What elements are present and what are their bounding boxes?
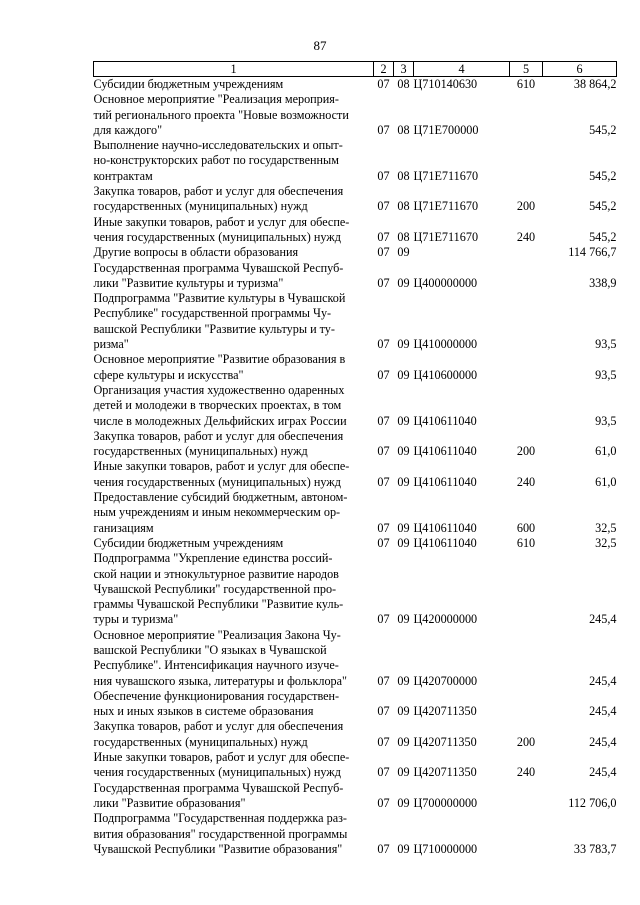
row-target-article: Ц410611040 [413, 413, 477, 428]
row-section: 07 [377, 122, 390, 137]
row-subsection: 09 [397, 337, 410, 352]
row-target-article: Ц420000000 [413, 612, 478, 627]
row-section: 07 [377, 77, 390, 91]
row-subsection: 09 [397, 275, 410, 290]
row-name: Подпрограмма "Государственная поддержка раз- вития образования" государственной программы Чувашской Республики "Развитие образования" [93, 811, 348, 856]
table-row [94, 811, 617, 857]
row-expense-type: 610 [516, 535, 536, 550]
row-subsection: 09 [397, 734, 410, 749]
row-section: 07 [377, 612, 390, 627]
row-name: Обеспечение функционирования государствен- ных и иных языков в системе образования [93, 688, 340, 719]
row-target-article: Ц420711350 [413, 765, 477, 780]
table-row [94, 77, 617, 93]
row-name: Подпрограмма "Развитие культуры в Чувашской Республике" государственной программы Чу- вашской Республики "Развитие культуры и ту- ризма" [93, 291, 346, 352]
row-subsection: 09 [397, 474, 410, 489]
row-amount: 61,0 [595, 444, 617, 459]
row-section: 07 [377, 474, 390, 489]
row-section: 07 [377, 168, 390, 183]
row-subsection: 09 [397, 413, 410, 428]
row-expense-type: 240 [516, 229, 536, 244]
header-col-3: 3 [394, 62, 414, 77]
row-amount: 114 766,7 [568, 245, 617, 260]
row-section: 07 [377, 795, 390, 810]
row-expense-type: 200 [516, 199, 536, 214]
row-name: Выполнение научно-исследовательских и опыт- но-конструкторских работ по государственным контрактам [93, 138, 343, 183]
row-subsection: 08 [397, 122, 410, 137]
row-target-article: Ц410611040 [413, 474, 477, 489]
header-col-2: 2 [374, 62, 394, 77]
row-target-article: Ц410611040 [413, 520, 477, 535]
row-target-article: Ц410611040 [413, 444, 477, 459]
row-section: 07 [377, 367, 390, 382]
row-amount: 245,4 [589, 612, 617, 627]
row-subsection: 09 [397, 841, 410, 856]
row-target-article: Ц71Е700000 [413, 122, 479, 137]
row-subsection: 09 [397, 245, 410, 260]
row-target-article: Ц71Е711670 [413, 229, 479, 244]
row-subsection: 09 [397, 535, 410, 550]
table-header [94, 62, 617, 77]
row-subsection: 09 [397, 704, 410, 719]
row-expense-type: 600 [516, 520, 536, 535]
row-target-article: Ц400000000 [413, 275, 478, 290]
row-subsection: 09 [397, 520, 410, 535]
row-name: Закупка товаров, работ и услуг для обеспечения государственных (муниципальных) нужд [93, 184, 344, 214]
row-target-article: Ц700000000 [413, 795, 478, 810]
row-amount: 61,0 [595, 474, 617, 489]
row-section: 07 [377, 413, 390, 428]
row-target-article: Ц420700000 [413, 673, 478, 688]
row-amount: 338,9 [589, 275, 617, 290]
row-name: Основное мероприятие "Реализация Закона Чу- вашской Республики "О языках в Чувашской Республике". Интенсификация научного изуче- ния чувашского языка, литературы и фольклора" [93, 627, 348, 688]
table-row [94, 781, 617, 812]
table-row [94, 215, 617, 246]
row-amount: 245,4 [589, 734, 617, 749]
row-name: Закупка товаров, работ и услуг для обеспечения государственных (муниципальных) нужд [93, 719, 344, 749]
row-expense-type [510, 551, 543, 627]
row-section: 07 [377, 765, 390, 780]
row-expense-type [510, 689, 543, 720]
table-row [94, 750, 617, 781]
row-target-article: Ц410600000 [413, 367, 478, 382]
table-row [94, 291, 617, 352]
row-name: Субсидии бюджетным учреждениям [93, 535, 284, 550]
table-row [94, 536, 617, 551]
table-row [94, 245, 617, 260]
table-row [94, 551, 617, 627]
row-subsection: 09 [397, 367, 410, 382]
row-name: Субсидии бюджетным учреждениям [93, 77, 284, 91]
budget-table [93, 61, 617, 857]
row-target-article: Ц420711350 [413, 704, 477, 719]
row-amount: 38 864,2 [573, 77, 617, 91]
row-amount: 32,5 [595, 520, 617, 535]
row-subsection: 09 [397, 765, 410, 780]
row-name: Организация участия художественно одаренных детей и молодежи в творческих проектах, в том числе в молодежных Дельфийских играх России [93, 382, 347, 428]
row-subsection: 09 [397, 612, 410, 627]
row-name: Основное мероприятие "Реализация мероприя- тий регионального проекта "Новые возможности для каждого" [93, 92, 349, 137]
row-target-article: Ц420711350 [413, 734, 477, 749]
row-subsection: 08 [397, 77, 410, 91]
row-amount: 93,5 [595, 413, 617, 428]
row-section: 07 [377, 444, 390, 459]
row-subsection: 09 [397, 673, 410, 688]
page-number: 87 [313, 38, 327, 53]
row-expense-type [510, 92, 543, 138]
table-row [94, 628, 617, 689]
row-section: 07 [377, 734, 390, 749]
row-name: Иные закупки товаров, работ и услуг для обеспе- чения государственных (муниципальных) нужд [93, 459, 350, 489]
row-amount: 93,5 [595, 337, 617, 352]
row-expense-type [510, 811, 543, 857]
row-target-article: Ц71Е711670 [413, 199, 479, 214]
row-target-article: Ц410000000 [413, 337, 478, 352]
row-target-article: Ц71Е711670 [413, 168, 479, 183]
row-subsection: 09 [397, 444, 410, 459]
row-amount: 545,2 [589, 199, 617, 214]
row-name: Иные закупки товаров, работ и услуг для обеспе- чения государственных (муниципальных) нужд [93, 750, 350, 780]
table-row [94, 459, 617, 490]
row-expense-type [510, 781, 543, 812]
row-target-article: Ц710140630 [413, 77, 478, 91]
row-name: Иные закупки товаров, работ и услуг для обеспе- чения государственных (муниципальных) нужд [93, 214, 350, 244]
table-row [94, 429, 617, 460]
row-expense-type [510, 291, 543, 352]
table-row [94, 138, 617, 184]
row-amount: 545,2 [589, 229, 617, 244]
row-expense-type: 240 [516, 474, 536, 489]
row-section: 07 [377, 535, 390, 550]
table-row [94, 261, 617, 292]
row-name: Другие вопросы в области образования [93, 245, 299, 260]
row-subsection: 08 [397, 199, 410, 214]
row-name: Подпрограмма "Укрепление единства россий- ской нации и этнокультурное развитие народов Чувашской Республики" государственной про- граммы Чувашской Республики "Развитие куль- туры и туризма" [93, 551, 344, 627]
row-name: Закупка товаров, работ и услуг для обеспечения государственных (муниципальных) нужд [93, 428, 344, 459]
row-expense-type [510, 352, 543, 383]
row-expense-type [510, 628, 543, 689]
header-col-5: 5 [510, 62, 543, 77]
row-amount: 112 706,0 [568, 795, 617, 810]
row-name: Основное мероприятие "Развитие образования в сфере культуры и искусства" [93, 352, 346, 382]
table-body [94, 77, 617, 858]
row-name: Государственная программа Чувашской Респуб- лики "Развитие культуры и туризма" [93, 260, 344, 290]
row-section: 07 [377, 704, 390, 719]
row-amount: 545,2 [589, 168, 617, 183]
row-section: 07 [377, 337, 390, 352]
row-subsection: 08 [397, 168, 410, 183]
row-amount: 245,4 [589, 673, 617, 688]
row-expense-type [510, 261, 543, 292]
row-target-article: Ц710000000 [413, 841, 478, 856]
row-target-article: Ц410611040 [413, 535, 477, 550]
row-expense-type: 240 [516, 765, 536, 780]
row-amount: 93,5 [595, 367, 617, 382]
table-row [94, 383, 617, 429]
header-col-1: 1 [94, 62, 374, 77]
row-name: Предоставление субсидий бюджетным, автоном- ным учреждениям и иным некоммерческим ор- ганизациям [93, 490, 348, 535]
row-section: 07 [377, 199, 390, 214]
row-section: 07 [377, 520, 390, 535]
row-subsection: 09 [397, 795, 410, 810]
row-section: 07 [377, 673, 390, 688]
table-row [94, 490, 617, 536]
row-expense-type: 610 [516, 77, 536, 91]
row-section: 07 [377, 245, 390, 260]
row-expense-type: 200 [516, 734, 536, 749]
row-section: 07 [377, 229, 390, 244]
row-amount: 245,4 [589, 765, 617, 780]
row-section: 07 [377, 275, 390, 290]
table-row [94, 689, 617, 720]
table-row [94, 719, 617, 750]
row-amount: 545,2 [589, 122, 617, 137]
row-subsection: 08 [397, 229, 410, 244]
table-row [94, 352, 617, 383]
header-col-6: 6 [543, 62, 617, 77]
header-col-4: 4 [414, 62, 510, 77]
row-name: Государственная программа Чувашской Респуб- лики "Развитие образования" [93, 780, 344, 810]
row-amount: 32,5 [595, 535, 617, 550]
row-expense-type [510, 383, 543, 429]
header-row [94, 62, 617, 77]
row-expense-type [510, 138, 543, 184]
row-amount: 33 783,7 [573, 841, 617, 856]
table-row [94, 184, 617, 215]
row-target-article [414, 245, 510, 260]
row-amount: 245,4 [589, 704, 617, 719]
row-section: 07 [377, 841, 390, 856]
row-expense-type: 200 [516, 444, 536, 459]
table-row [94, 92, 617, 138]
row-expense-type [510, 245, 543, 260]
